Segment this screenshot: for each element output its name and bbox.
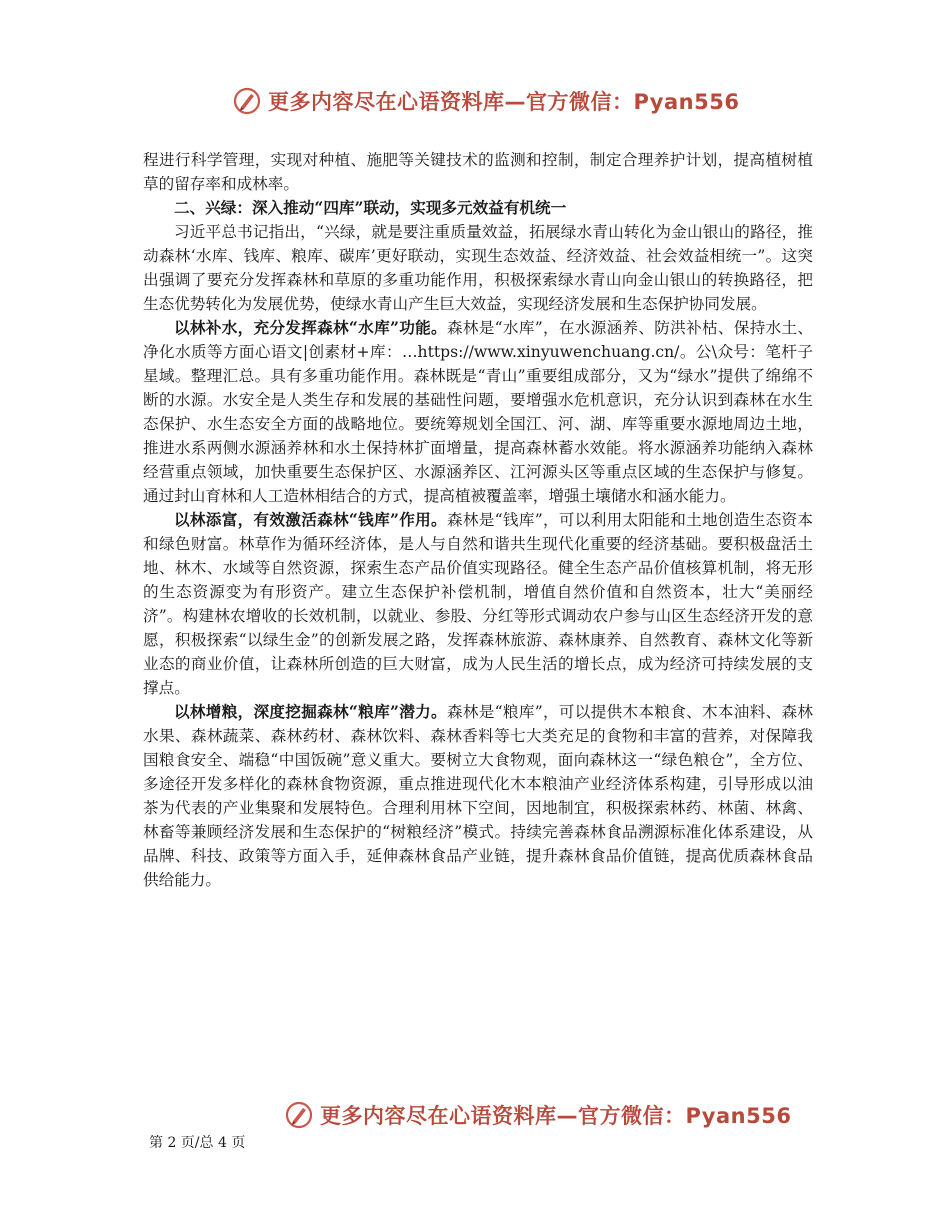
paragraph-text: 森林是“水库”，在水源涵养、防洪补枯、保持水土、净化水质等方面心语文|创素材+库：…https://www.xinyuwenchuang.cn/。公\众号：笔杆子星域。整理汇总。具有多重功能作用。森林既是“青山”重要组成部分，又为“绿水”提供了绵绵不断的水源。水安全是人类生存和发展的基础性问题，要增强水危机意识，充分认识到森林在水生态保护、水生态安全方面的战略地位。要统筹规划全国江、河、湖、库等重要水源地周边土地，推进水系两侧水源涵养林和水土保持林扩面增量，提高森林蓄水效能。将水源涵养功能纳入森林经营重点领域，加快重要生态保护区、水源涵养区、江河源头区等重点区域的生态保护与修复。通过封山育林和人工造林相结合的方式，提高植被覆盖率，增强土壤储水和涵水能力。 bbox=[143, 319, 813, 505]
paragraph-text: 森林是“钱库”，可以利用太阳能和土地创造生态资本和绿色财富。林草作为循环经济体，是人与自然和谐共生现代化重要的经济基础。要积极盘活土地、林木、水域等自然资源，探索生态产品价值实现路径。健全生态产品价值核算机制，将无形的生态资源变为有形资产。建立生态保护补偿机制，增值自然价值和自然资本，壮大“美丽经济”。构建林农增收的长效机制，以就业、参股、分红等形式调动农户参与山区生态经济开发的意愿，积极探索“以绿生金”的创新发展之路，发挥森林旅游、森林康养、自然教育、森林文化等新业态的商业价值，让森林所创造的巨大财富，成为人民生活的增长点，成为经济可持续发展的支撑点。 bbox=[143, 511, 813, 697]
paragraph-lead: 以林增粮，深度挖掘森林“粮库”潜力。 bbox=[174, 702, 447, 721]
paragraph-lead: 以林补水，充分发挥森林“水库”功能。 bbox=[174, 318, 447, 337]
paragraph: 习近平总书记指出，“兴绿，就是要注重质量效益，拓展绿水青山转化为金山银山的路径，推动森林‘水库、钱库、粮库、碳库’更好联动，实现生态效益、经济效益、社会效益相统一”。这突出强调了要充分发挥森林和草原的多重功能作用，积极探索绿水青山向金山银山的转换路径，把生态优势转化为发展优势，使绿水青山产生巨大效益，实现经济发展和生态保护协同发展。 bbox=[143, 223, 813, 313]
paragraph-text: 森林是“粮库”，可以提供木本粮食、木本油料、森林水果、森林蔬菜、森林药材、森林饮料、森林香料等七大类充足的食物和丰富的营养，对保障我国粮食安全、端稳“中国饭碗”意义重大。要树立大食物观，面向森林这一“绿色粮仓”，全方位、多途径开发多样化的森林食物资源，重点推进现代化木本粮油产业经济体系构建，引导形成以油茶为代表的产业集聚和发展特色。合理利用林下空间，因地制宜，积极探索林药、林菌、林禽、林畜等兼顾经济发展和生态保护的“树粮经济”模式。持续完善森林食品溯源标准化体系建设，从品牌、科技、政策等方面入手，延伸森林食品产业链，提升森林食品价值链，提高优质森林食品供给能力。 bbox=[143, 703, 813, 889]
document-body bbox=[143, 148, 813, 892]
section-heading: 二、兴绿：深入推动“四库”联动，实现多元效益有机统一 bbox=[174, 198, 567, 217]
page-number: 第 2 页/总 4 页 bbox=[149, 1135, 246, 1151]
pen-logo-icon bbox=[232, 86, 262, 116]
paragraph bbox=[143, 700, 813, 892]
header-banner bbox=[0, 81, 950, 121]
paragraph: 程进行科学管理，实现对种植、施肥等关键技术的监测和控制，制定合理养护计划，提高植树植草的留存率和成林率。 bbox=[143, 151, 813, 193]
footer-banner bbox=[0, 1095, 950, 1135]
pen-logo-icon bbox=[284, 1100, 314, 1130]
paragraph bbox=[143, 508, 813, 700]
banner-text: 更多内容尽在心语资料库—官方微信：Pyan556 bbox=[268, 90, 740, 114]
paragraph-lead: 以林添富，有效激活森林“钱库”作用。 bbox=[174, 510, 447, 529]
banner-text: 更多内容尽在心语资料库—官方微信：Pyan556 bbox=[320, 1104, 792, 1128]
paragraph bbox=[143, 316, 813, 508]
